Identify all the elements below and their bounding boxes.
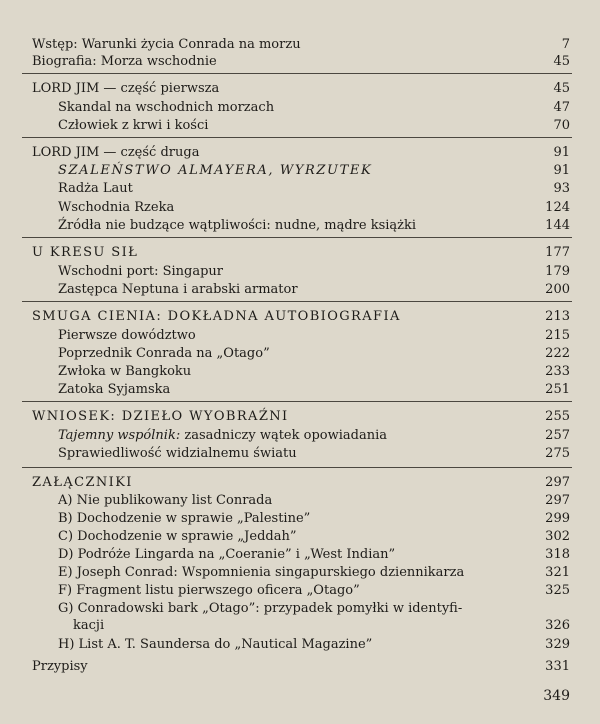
toc-entry — [0, 381, 600, 399]
toc-entry-page: 45 — [553, 54, 570, 69]
toc-entry — [0, 99, 600, 117]
toc-entry — [0, 658, 600, 676]
toc-entry-page: 233 — [545, 364, 570, 379]
toc-entry-page: 91 — [553, 163, 570, 178]
toc-entry-page: 329 — [545, 637, 570, 652]
toc-entry — [0, 510, 600, 528]
toc-entry-title: G) Conradowski bark „Otago”: przypadek pomyłki w identyfi- — [58, 601, 463, 616]
toc-entry — [0, 445, 600, 463]
toc-entry-title: Radża Laut — [58, 181, 133, 196]
toc-entry — [0, 546, 600, 564]
toc-entry — [0, 636, 600, 654]
section-divider — [22, 467, 572, 468]
toc-entry-title: H) List A. T. Saundersa do „Nautical Magazine” — [58, 637, 373, 652]
toc-entry — [0, 564, 600, 582]
toc-entry-page: 7 — [561, 37, 570, 52]
section-divider — [22, 73, 572, 74]
toc-entry-title: Zatoka Syjamska — [58, 382, 171, 397]
toc-entry-page: 257 — [545, 428, 570, 443]
toc-entry-page: 326 — [545, 618, 570, 633]
toc-entry-title: U KRESU SIŁ — [32, 245, 139, 260]
toc-entry — [0, 528, 600, 546]
section-divider — [22, 401, 572, 402]
toc-entry-title: D) Podróże Lingarda na „Coeranie” i „West Indian” — [58, 547, 396, 562]
toc-entry-page: 213 — [545, 309, 570, 324]
toc-entry — [0, 363, 600, 381]
toc-entry-title: Zwłoka w Bangkoku — [58, 364, 192, 379]
section-divider — [22, 301, 572, 302]
toc-entry-page: 302 — [545, 529, 570, 544]
toc-entry-page: 215 — [545, 328, 570, 343]
toc-entry-page: 255 — [545, 409, 570, 424]
toc-entry — [0, 492, 600, 510]
toc-entry — [0, 53, 600, 71]
toc-entry-page: 179 — [545, 264, 570, 279]
toc-entry-title: Poprzednik Conrada na „Otago” — [58, 346, 270, 361]
toc-entry-page: 331 — [545, 659, 570, 674]
toc-entry-title: B) Dochodzenie w sprawie „Palestine” — [58, 511, 311, 526]
toc-entry-title: Wschodnia Rzeka — [58, 200, 175, 215]
toc-entry — [0, 217, 600, 235]
toc-entry-title: Skandal na wschodnich morzach — [58, 100, 275, 115]
toc-entry — [0, 144, 600, 162]
toc-entry-title: ZAŁĄCZNIKI — [32, 475, 133, 490]
toc-entry-title: Przypisy — [32, 659, 88, 674]
toc-entry-title: Źródła nie budzące wątpliwości: nudne, mądre książki — [58, 218, 417, 233]
toc-entry — [0, 180, 600, 198]
toc-entry-title: E) Joseph Conrad: Wspomnienia singapurskiego dziennikarza — [58, 565, 465, 580]
toc-entry-page: 47 — [553, 100, 570, 115]
toc-entry-title: C) Dochodzenie w sprawie „Jeddah” — [58, 529, 297, 544]
toc-entry-title: Tajemny wspólnik: zasadniczy wątek opowiadania — [58, 428, 387, 443]
toc-entry-page: 200 — [545, 282, 570, 297]
toc-entry-title: kacji — [73, 618, 105, 633]
section-divider — [22, 237, 572, 238]
toc-entry-page: 321 — [545, 565, 570, 580]
toc-entry-page: 325 — [545, 583, 570, 598]
toc-entry-title: LORD JIM — część druga — [32, 145, 200, 160]
toc-entry-title: Pierwsze dowództwo — [58, 328, 196, 343]
toc-entry-title: Wstęp: Warunki życia Conrada na morzu — [32, 37, 301, 52]
toc-entry — [0, 600, 600, 618]
toc-entry-title: LORD JIM — część pierwsza — [32, 81, 220, 96]
toc-entry-page: 144 — [545, 218, 570, 233]
toc-entry-page: 70 — [553, 118, 570, 133]
toc-entry — [0, 617, 600, 635]
toc-entry-title: SMUGA CIENIA: DOKŁADNA AUTOBIOGRAFIA — [32, 309, 401, 324]
toc-entry — [0, 199, 600, 217]
toc-entry-title: Biografia: Morza wschodnie — [32, 54, 217, 69]
toc-entry-page: 45 — [553, 81, 570, 96]
toc-entry-page: 275 — [545, 446, 570, 461]
toc-entry-title: Człowiek z krwi i kości — [58, 118, 209, 133]
toc-entry-title: Wschodni port: Singapur — [58, 264, 224, 279]
page-number: 349 — [543, 688, 570, 704]
toc-entry — [0, 308, 600, 326]
toc-entry — [0, 36, 600, 54]
toc-entry-title: SZALEŃSTWO ALMAYERA, WYRZUTEK — [58, 163, 373, 178]
section-divider — [22, 137, 572, 138]
toc-entry-title: A) Nie publikowany list Conrada — [58, 493, 273, 508]
toc-entry — [0, 244, 600, 262]
toc-entry-page: 297 — [545, 493, 570, 508]
toc-entry-page: 91 — [553, 145, 570, 160]
toc-entry — [0, 408, 600, 426]
toc-entry-title: F) Fragment listu pierwszego oficera „Otago” — [58, 583, 360, 598]
toc-entry-page: 93 — [553, 181, 570, 196]
toc-entry-page: 297 — [545, 475, 570, 490]
toc-entry — [0, 162, 600, 180]
toc-entry-page: 124 — [545, 200, 570, 215]
toc-entry-title: Zastępca Neptuna i arabski armator — [58, 282, 298, 297]
toc-entry — [0, 80, 600, 98]
toc-entry — [0, 263, 600, 281]
toc-entry — [0, 427, 600, 445]
toc-entry — [0, 582, 600, 600]
toc-entry — [0, 474, 600, 492]
toc-entry — [0, 281, 600, 299]
toc-entry-title: WNIOSEK: DZIEŁO WYOBRAŹNI — [32, 409, 289, 424]
toc-entry-page: 251 — [545, 382, 570, 397]
toc-entry-page: 318 — [545, 547, 570, 562]
toc-entry — [0, 117, 600, 135]
toc-entry-page: 299 — [545, 511, 570, 526]
toc-entry — [0, 327, 600, 345]
toc-entry-title: Sprawiedliwość widzialnemu światu — [58, 446, 297, 461]
toc-entry — [0, 345, 600, 363]
toc-entry-page: 222 — [545, 346, 570, 361]
toc-entry-page: 177 — [545, 245, 570, 260]
